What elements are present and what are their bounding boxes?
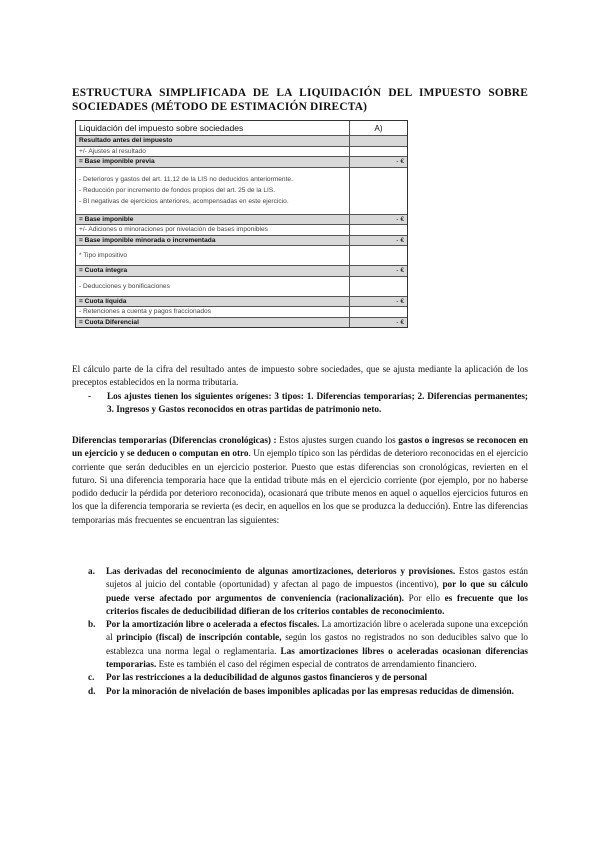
table-row: - Deterioros y gastos del art. 11.12 de la LIS no deducidos anteriormente. - Reducción por incremento de fondos propios del art. 25 de la LIS. - BI negativas de ejercicios anteriores, acompensadas en este ejercicio. bbox=[76, 167, 407, 214]
table-row: Resultado antes del impuesto bbox=[76, 135, 407, 146]
list-item: b. Por la amortización libre o acelerada a efectos fiscales. La amortización libre o acelerada supone una excepción al principio (fiscal) de inscripción contable, según los gastos no registrados no son deducibles salvo que lo establezca una norma legal o reglamentaria. Las amortizaciones libres o aceleradas ocasionan diferencias temporarias. Este es también el caso del régimen especial de contratos de arrendamiento financiero. bbox=[88, 619, 528, 670]
differences-list bbox=[88, 565, 528, 698]
document-title bbox=[72, 86, 528, 114]
table-row: = Base imponible previa - € bbox=[76, 156, 407, 167]
table-row: - Retenciones a cuenta y pagos fraccionados bbox=[76, 306, 407, 317]
table-row: * Tipo impositivo bbox=[76, 245, 407, 265]
table-row: +/- Ajustes al resultado bbox=[76, 146, 407, 157]
table-row: +/- Adiciones o minoraciones por nivelación de bases imponibles bbox=[76, 224, 407, 235]
table-row: = Cuota líquida - € bbox=[76, 296, 407, 307]
list-item: a. Las derivadas del reconocimiento de algunas amortizaciones, deterioros y provisiones. Estos gastos están sujetos al juicio del contable (oportunidad) y afectan al pago de impuestos (incentivo), por lo que su cálculo puede verse afectado por argumentos de conveniencia (racionalización). Por ello es frecuente que los criterios fiscales de deducibilidad difieran de los criterios contables de reconocimiento. bbox=[88, 566, 529, 616]
title-line-1: ESTRUCTURA SIMPLIFICADA DE LA LIQUIDACIÓN DEL IMPUESTO SOBRE bbox=[72, 87, 528, 99]
list-item: d. Por la minoración de nivelación de bases imponibles aplicadas por las empresas reducidas de dimensión. bbox=[88, 685, 514, 696]
table-header-label: Liquidación del impuesto sobre sociedades bbox=[76, 121, 350, 135]
table-row: = Base imponible - € bbox=[76, 214, 407, 225]
bullet-dash: - bbox=[88, 391, 92, 401]
list-item: c. Por las restricciones a la deducibilidad de algunos gastos financieros y de personal bbox=[88, 672, 428, 683]
table-row: = Base imponible minorada o incrementada - € bbox=[76, 235, 407, 246]
bullet-list bbox=[88, 390, 528, 417]
table-header-col: A) bbox=[374, 123, 383, 133]
table-row: = Cuota Diferencial - € bbox=[76, 317, 407, 328]
table-header-row bbox=[76, 121, 407, 135]
table-row: = Cuota íntegra - € bbox=[76, 265, 407, 276]
table-row: - Deducciones y bonificaciones bbox=[76, 276, 407, 296]
paragraph-intro: El cálculo parte de la cifra del resultado antes de impuesto sobre sociedades, que se ajusta mediante la aplicación de los preceptos establecidos en la norma tributaria. bbox=[72, 364, 528, 388]
title-line-2: SOCIEDADES (MÉTODO DE ESTIMACIÓN DIRECTA) bbox=[72, 101, 368, 113]
paragraph-temporary-differences: Diferencias temporarias (Diferencias cronológicas) : Estos ajustes surgen cuando los gastos o ingresos se reconocen en un ejercicio y se deducen o computan en otro. Un ejemplo típico son las pérdidas de deterioro reconocidas en el ejercicio corriente que serán deducibles en un ejercicio posterior. Puesto que estas diferencias son cronológicas, revierten en el futuro. Si una diferencia temporaria hace que la entidad tribute más en el ejercicio corriente (por ejemplo, por no haberse podido deducir la pérdida por deterioro reconocida), ocasionará que tribute menos en aquel o aquellos ejercicios futuros en los que la diferencia temporaria se revierta (es decir, en aquellos en los que se produzca la deducción). Entre las diferencias temporarias más frecuentes se encuentran las siguientes: bbox=[72, 435, 529, 525]
bullet-item: Los ajustes tienen los siguientes orígenes: 3 tipos: 1. Diferencias temporarias; 2. Diferencias permanentes; 3. Ingresos y Gastos reconocidos en otras partidas de patrimonio neto. bbox=[107, 391, 528, 415]
tax-liquidation-table bbox=[75, 120, 408, 328]
